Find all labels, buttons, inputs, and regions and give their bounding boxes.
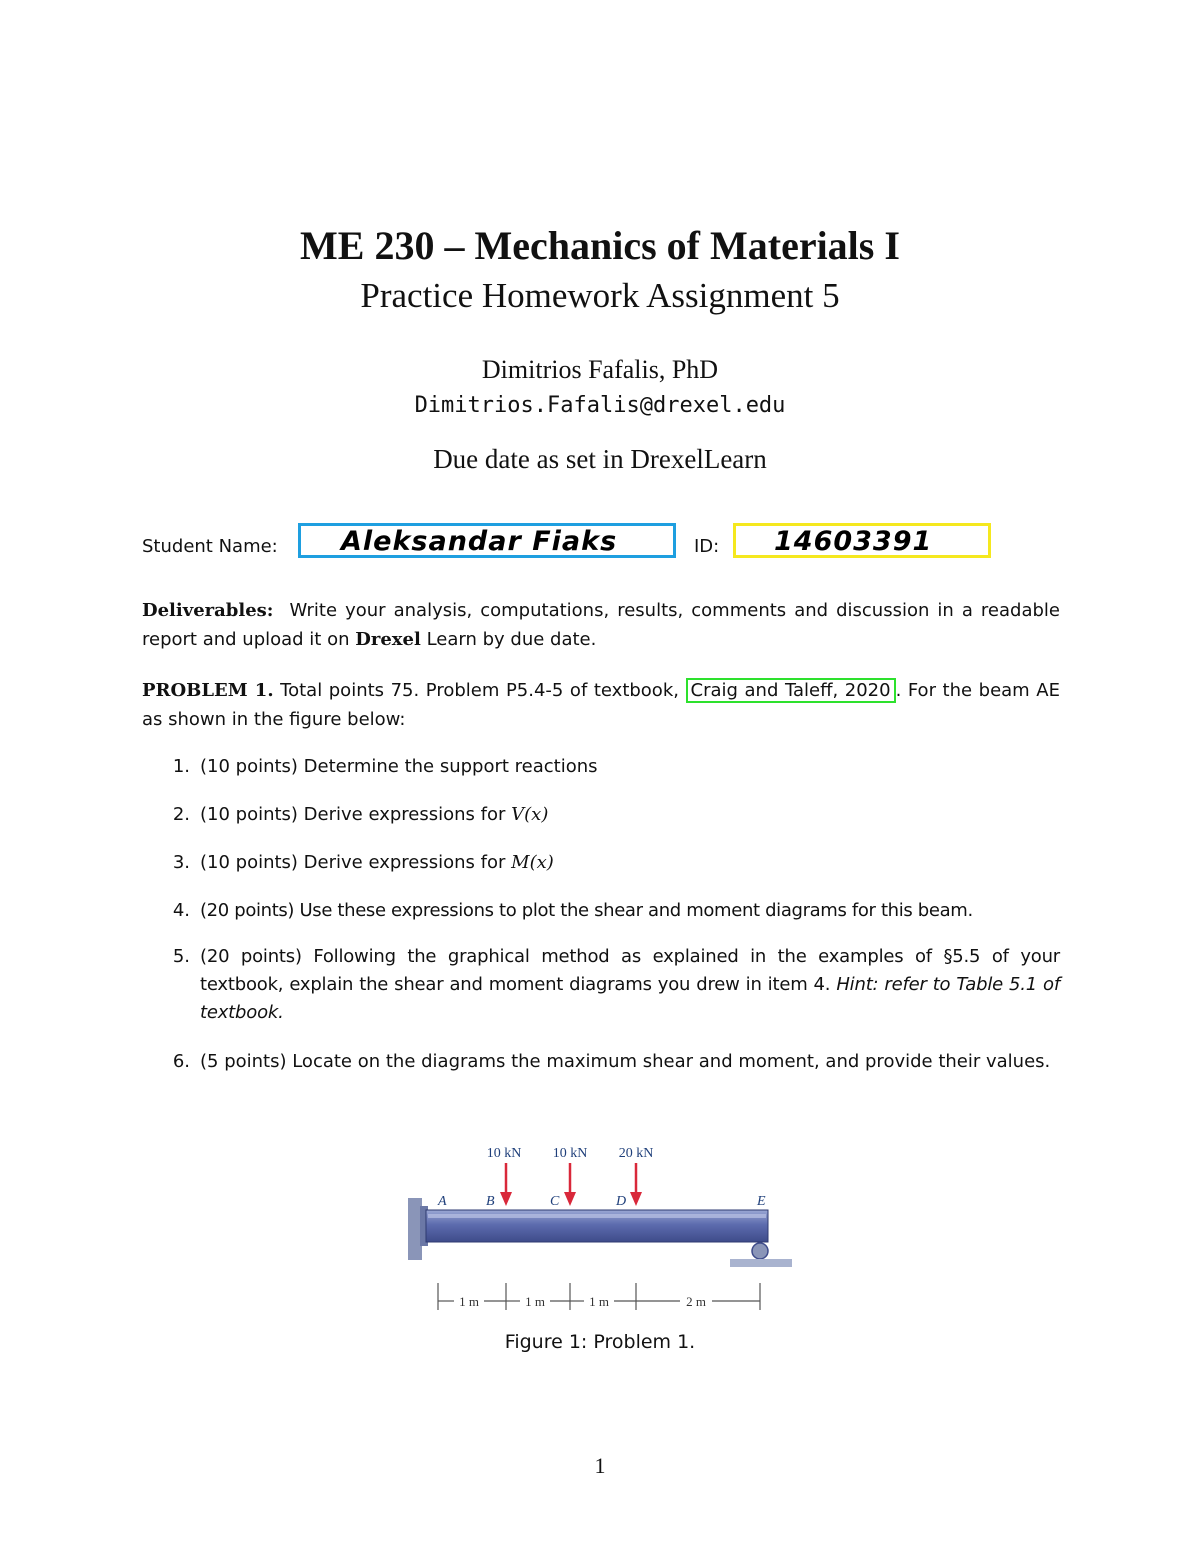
load-arrow-c [564, 1163, 576, 1206]
item-text: (20 points) Following the graphical method as explained in the examples of §5.5 of your textbook, explain the shear and moment diagrams you drew in item 4. [200, 946, 1060, 995]
span-label-ab: 1 m [459, 1294, 479, 1309]
list-item [164, 849, 1060, 877]
item-number: 6. [172, 1051, 190, 1072]
load-label-c: 10 kN [552, 1146, 588, 1161]
student-name-field[interactable] [298, 523, 676, 558]
point-label-a: A [438, 1194, 447, 1209]
list-item [164, 1048, 1060, 1076]
ground-plate [730, 1259, 792, 1267]
problem-text-end: . For the beam AE as shown in the figure below: [142, 680, 1060, 730]
beam-highlight [428, 1214, 766, 1218]
problem-label: PROBLEM 1. [142, 680, 274, 701]
student-name-value: Aleksandar Fiaks [341, 526, 618, 557]
load-arrow-d [630, 1163, 642, 1206]
item-number: 4. [172, 900, 190, 921]
span-label-cd: 1 m [589, 1294, 609, 1309]
load-label-b: 10 kN [486, 1146, 522, 1161]
document-subtitle: Practice Homework Assignment 5 [360, 276, 840, 315]
list-item [164, 897, 1060, 925]
item-text: (5 points) Locate on the diagrams the maximum shear and moment, and provide their values. [200, 1051, 1051, 1072]
fixed-wall [408, 1198, 422, 1260]
point-label-e: E [757, 1194, 766, 1209]
figure-caption: Figure 1: Problem 1. [504, 1331, 696, 1353]
due-date: Due date as set in DrexelLearn [433, 444, 767, 474]
point-label-d: D [616, 1194, 627, 1209]
student-id-value: 14603391 [774, 526, 933, 557]
item-math: V(x) [511, 804, 549, 825]
span-label-de: 2 m [686, 1294, 706, 1309]
list-item [164, 943, 1060, 1027]
deliverables-paragraph [142, 596, 1060, 654]
load-arrow-b [500, 1163, 512, 1206]
item-text: (10 points) Determine the support reactions [200, 756, 598, 777]
deliverables-text-end: Learn by due date. [426, 629, 597, 650]
item-text: (10 points) Derive expressions for [200, 804, 506, 825]
item-text: (20 points) Use these expressions to plot the shear and moment diagrams for this beam. [200, 900, 973, 921]
item-math: M(x) [511, 852, 554, 873]
item-text: (10 points) Derive expressions for [200, 852, 506, 873]
item-number: 5. [172, 946, 190, 967]
problem-text: Total points 75. Problem P5.4-5 of textbook, [280, 680, 679, 701]
point-label-c: C [550, 1194, 560, 1209]
student-id-label: ID: [694, 536, 720, 557]
document-title: ME 230 – Mechanics of Materials I [300, 223, 900, 268]
beam-figure [400, 1138, 800, 1318]
deliverables-label: Deliverables: [142, 600, 274, 621]
list-item [164, 801, 1060, 829]
roller-support [752, 1243, 768, 1259]
author-name: Dimitrios Fafalis, PhD [481, 355, 719, 384]
item-number: 3. [172, 852, 190, 873]
load-label-d: 20 kN [618, 1146, 654, 1161]
author-email: Dimitrios.Fafalis@drexel.edu [414, 393, 786, 418]
student-name-label: Student Name: [142, 536, 278, 557]
item-number: 2. [172, 804, 190, 825]
page-number: 1 [594, 1453, 606, 1478]
drexel-word: Drexel [355, 629, 421, 650]
item-hint: Hint: refer to Table 5.1 of textbook. [200, 974, 1060, 1023]
list-item [164, 753, 1060, 781]
problem-statement [142, 676, 1060, 734]
span-label-bc: 1 m [525, 1294, 545, 1309]
point-label-b: B [486, 1194, 495, 1209]
citation-link[interactable]: Craig and Taleff, 2020 [686, 678, 896, 703]
item-number: 1. [172, 756, 190, 777]
deliverables-text: Write your analysis, computations, results, comments and discussion in a readable report and upload it on [142, 600, 1060, 650]
student-id-field[interactable] [733, 523, 991, 558]
